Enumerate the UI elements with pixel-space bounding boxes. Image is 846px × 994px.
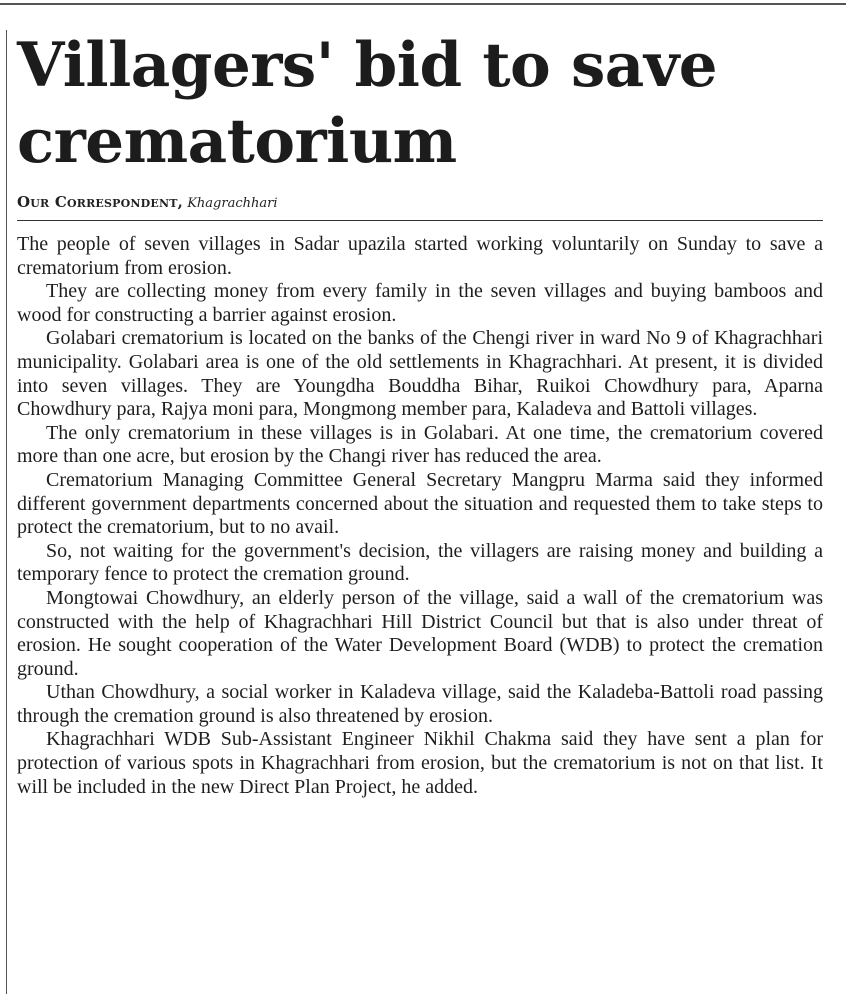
paragraph-1: The people of seven villages in Sadar upazila started working voluntarily on Sunday to save a crematorium from erosion. [17, 233, 823, 279]
headline: Villagers' bid to save crematorium [17, 30, 718, 177]
article-body [17, 233, 823, 799]
top-border-rule [0, 3, 846, 5]
paragraph-5: Crematorium Managing Committee General Secretary Mangpru Marma said they informed different government departments concerned about the situation and requested them to take steps to protect the crematorium, but to no avail. [17, 468, 823, 539]
byline [17, 193, 823, 213]
paragraph-7: Mongtowai Chowdhury, an elderly person of the village, said a wall of the crematorium was constructed with the help of Khagrachhari Hill District Council but that is also under threat of erosion. He sought cooperation of the Water Development Board (WDB) to protect the cremation ground. [17, 586, 823, 680]
byline-location: Khagrachhari [187, 196, 278, 211]
paragraph-2: They are collecting money from every family in the seven villages and buying bamboos and wood for constructing a barrier against erosion. [17, 280, 823, 326]
column-left-rule [6, 30, 7, 994]
byline-author: Our Correspondent, [17, 193, 184, 211]
news-article [17, 28, 823, 799]
paragraph-6: So, not waiting for the government's decision, the villagers are raising money and building a temporary fence to protect the cremation ground. [17, 539, 823, 586]
paragraph-9: Khagrachhari WDB Sub-Assistant Engineer Nikhil Chakma said they have sent a plan for protection of various spots in Khagrachhari from erosion, but the crematorium is not on that list. It will be included in the new Direct Plan Project, he added. [17, 728, 823, 798]
byline-divider [17, 220, 823, 221]
paragraph-4: The only crematorium in these villages is in Golabari. At one time, the crematorium covered more than one acre, but erosion by the Changi river has reduced the area. [17, 421, 823, 468]
paragraph-3: Golabari crematorium is located on the banks of the Chengi river in ward No 9 of Khagrachhari municipality. Golabari area is one of the old settlements in Khagrachhari. At present, it is divided into seven villages. They are Youngdha Bouddha Bihar, Ruikoi Chowdhury para, Aparna Chowdhury para, Rajya moni para, Mongmong member para, Kaladeva and Battoli villages. [17, 327, 823, 421]
paragraph-8: Uthan Chowdhury, a social worker in Kaladeva village, said the Kaladeba-Battoli road passing through the cremation ground is also threatened by erosion. [17, 681, 823, 727]
